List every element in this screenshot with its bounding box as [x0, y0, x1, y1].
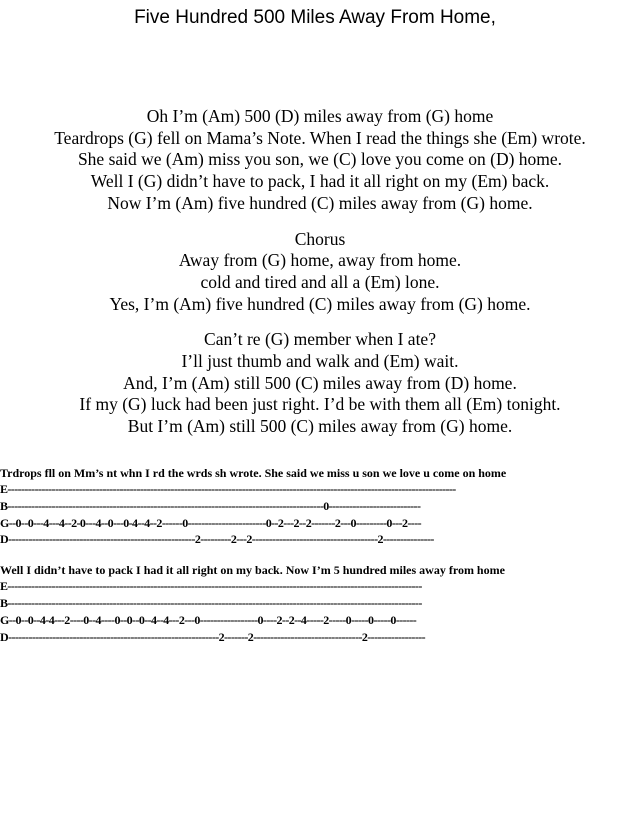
lyric-line: Away from (G) home, away from home. [178, 250, 462, 271]
tab-string-d: D-------------------------------------------------------2---------2---2-------------------------------------2--------------- [0, 532, 434, 547]
tab-string-g: G--0--0---4---4--2-0---4--0---0-4--4--2------0-----------------------0--2---2--2-------2---0---------0---2---- [0, 515, 421, 530]
tab-string-e: E------------------------------------------------------------------------------------------------------------------------------------ [0, 482, 456, 496]
lyric-line: And, I’m (Am) still 500 (C) miles away from (D) home. [123, 372, 517, 393]
verse-2 [0, 329, 640, 438]
tab-string-e: E-------------------------------------------------------------------------------------------------------------------------- [0, 579, 422, 594]
lyric-line: If my (G) luck had been just right. I’d be with them all (Em) tonight. [79, 394, 561, 415]
lyric-line: Can’t re (G) member when I ate? [204, 329, 436, 350]
lyric-line: Now I’m (Am) five hundred (C) miles away from (G) home. [107, 192, 533, 213]
tab-string-d: D--------------------------------------------------------------2-------2--------------------------------2----------------- [0, 629, 426, 644]
tab-string-b: B-------------------------------------------------------------------------------------------------------------------------- [0, 595, 422, 610]
lyric-line: Yes, I’m (Am) five hundred (C) miles away from (G) home. [109, 293, 531, 314]
lyrics [0, 106, 640, 438]
lyric-line: She said we (Am) miss you son, we (C) love you come on (D) home. [77, 149, 563, 170]
tab-block-2 [0, 562, 640, 645]
lyric-line: I’ll just thumb and walk and (Em) wait. [181, 351, 459, 372]
tab-caption: Trdrops fll on Mm’s nt whn I rd the wrds sh wrote. She said we miss u son we love u come on home [0, 466, 507, 480]
tab-string-b: B---------------------------------------------------------------------------------------------0--------------------------- [0, 498, 421, 513]
lyric-line: Well I (G) didn’t have to pack, I had it all right on my (Em) back. [90, 171, 550, 192]
chorus-heading: Chorus [294, 228, 346, 249]
lyric-line: Oh I’m (Am) 500 (D) miles away from (G) home [146, 106, 494, 126]
lyric-line: But I’m (Am) still 500 (C) miles away from (G) home. [127, 416, 513, 437]
lyric-line: Teardrops (G) fell on Mama’s Note. When I read the things she (Em) wrote. [54, 127, 586, 148]
chorus [0, 229, 640, 316]
verse-1 [0, 106, 640, 215]
tab-string-g: G--0--0--4-4---2----0--4----0--0--0--4--4---2---0-----------------0----2--2--4-----2-----0-----0-----0------ [0, 612, 417, 627]
tab-caption: Well I didn’t have to pack I had it all right on my back. Now I’m 5 hundred miles away from home [0, 563, 505, 578]
tab-block-1 [0, 465, 640, 548]
song-title: Five Hundred 500 Miles Away From Home, [134, 7, 496, 28]
guitar-tabs [0, 465, 640, 659]
lyric-line: cold and tired and all a (Em) lone. [200, 271, 440, 292]
